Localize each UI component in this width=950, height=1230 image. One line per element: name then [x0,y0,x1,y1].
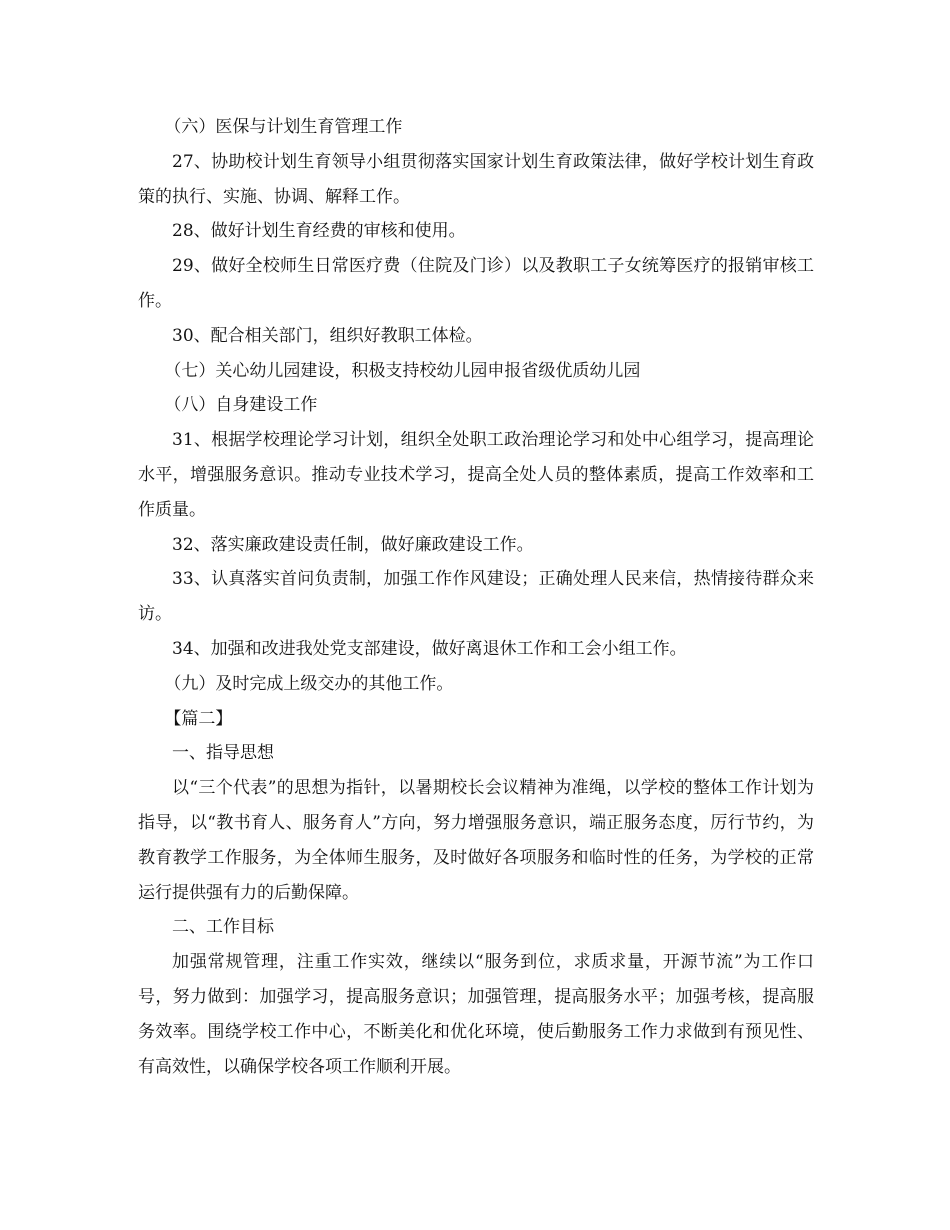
item-31: 31、根据学校理论学习计划，组织全处职工政治理论学习和处中心组学习，提高理论水平，增强服务意识。推动专业技术学习，提高全处人员的整体素质，提高工作效率和工作质量。 [138,430,814,520]
document-page [138,110,814,1084]
item-33: 33、认真落实首问负责制，加强工作作风建设；正确处理人民来信，热情接待群众来访。 [138,569,814,625]
work-goal-body: 加强常规管理，注重工作实效，继续以“服务到位，求质求量，开源节流”为工作口号，努力做到：加强学习，提高服务意识；加强管理，提高服务水平；加强考核，提高服务效率。围绕学校工作中心，不断美化和优化环境，使后勤服务工作力求做到有预见性、有高效性，以确保学校各项工作顺利开展。 [138,952,814,1077]
item-29: 29、做好全校师生日常医疗费（住院及门诊）以及教职工子女统筹医疗的报销审核工作。 [138,256,814,311]
guiding-thought-heading: 一、指导思想 [172,743,274,764]
section-heading-6: （六）医保与计划生育管理工作 [164,117,403,137]
item-32: 32、落实廉政建设责任制，做好廉政建设工作。 [172,534,534,555]
item-28: 28、做好计划生育经费的审核和使用。 [172,221,466,242]
section-heading-9: （九）及时完成上级交办的其他工作。 [164,673,454,694]
item-27: 27、协助校计划生育领导小组贯彻落实国家计划生育政策法律，做好学校计划生育政策的执行、实施、协调、解释工作。 [138,151,814,207]
item-34: 34、加强和改进我处党支部建设，做好离退休工作和工会小组工作。 [172,638,687,659]
item-30: 30、配合相关部门，组织好教职工体检。 [172,325,483,346]
section-heading-8: （八）自身建设工作 [164,395,318,416]
guiding-thought-body: 以“三个代表”的思想为指针，以暑期校长会议精神为准绳，以学校的整体工作计划为指导，以“教书育人、服务育人”方向，努力增强服务意识，端正服务态度，厉行节约，为教育教学工作服务，为全体师生服务，及时做好各项服务和临时性的任务，为学校的正常运行提供强有力的后勤保障。 [138,778,814,903]
section-heading-7: （七）关心幼儿园建设，积极支持校幼儿园申报省级优质幼儿园 [164,360,641,381]
work-goal-heading: 二、工作目标 [172,917,274,938]
part-two-marker: 【篇二】 [164,708,233,729]
